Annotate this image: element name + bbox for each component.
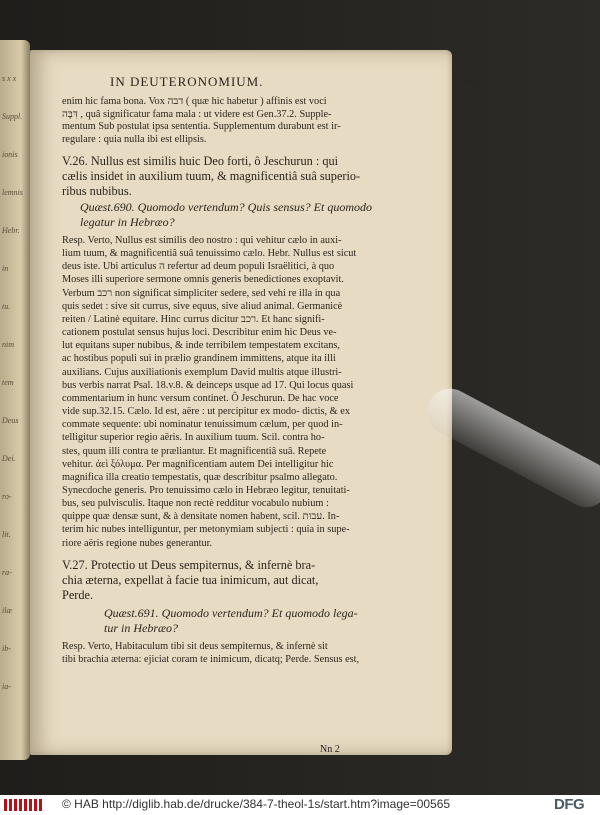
text-line: Quæst.690. Quomodo vertendum? Quis sensus? Et quomodo bbox=[80, 200, 372, 214]
text-line: Verbum רכב non significat simpliciter sedere, sed vehi re illa in qua bbox=[62, 287, 341, 299]
text-line: quippe quæ densæ sunt, & à densitate nomen habent, scil. עבות. In- bbox=[62, 511, 340, 523]
previous-page-fragment: Deus bbox=[2, 416, 19, 425]
previous-page-fragment: tem bbox=[2, 378, 14, 387]
text-line: bus, seu pulvisculis. Itaque non rectè redditur vocabulo nubium : bbox=[62, 498, 329, 510]
text-line: lium tuum, & magnificentiâ suâ tenuissimo cælo. Hebr. Nullus est sicut bbox=[62, 248, 357, 260]
text-line: terim hic nubes intelliguntur, per metonymiam subjecti : quia in supe- bbox=[62, 524, 350, 536]
signature-mark: Nn 2 bbox=[320, 744, 340, 755]
question-690 bbox=[80, 200, 450, 230]
text-line: Quæst.691. Quomodo vertendum? Et quomodo lega- bbox=[104, 606, 358, 620]
hab-logo-icon bbox=[4, 799, 42, 811]
previous-page-fragment: ionis bbox=[2, 150, 18, 159]
text-line: V.26. Nullus est similis huic Deo forti, ô Jeschurun : qui bbox=[62, 154, 339, 168]
text-line: cationem postulat sensus hujus loci. Describitur enim hic Deus ve- bbox=[62, 327, 337, 339]
previous-page-fragment: ra- bbox=[2, 568, 12, 577]
previous-page-fragment: Dei. bbox=[2, 454, 16, 463]
previous-page-fragment: s x x bbox=[2, 74, 17, 83]
previous-page-fragment: lit. bbox=[2, 530, 11, 539]
text-line: telligitur superior regio aëris. In auxilium tuum. Scil. contra ho- bbox=[62, 432, 325, 444]
previous-page-fragment: ib- bbox=[2, 644, 11, 653]
running-head bbox=[110, 76, 480, 89]
text-line: quis sedet : sive sit currus, sive equus, sive aliud animal. Germanicè bbox=[62, 300, 343, 312]
text-line: lut equitans super nubibus, & inde terribilem tempestatem excitans, bbox=[62, 340, 340, 352]
text-line: Resp. Verto, Habitaculum tibi sit deus sempiternus, & infernè sit bbox=[62, 641, 328, 652]
question-691 bbox=[104, 606, 474, 636]
answer-690 bbox=[62, 234, 432, 550]
text-line: enim hic fama bona. Vox דבה ( quæ hic habetur ) affinis est voci bbox=[62, 96, 327, 107]
text-line: Moses illi superiore sermone omnis generis benedictiones exoptavit. bbox=[62, 274, 344, 286]
page-number: 563 bbox=[460, 74, 480, 89]
text-line: vide sup.32.15. Cælo. Id est, aëre : ut percipitur ex modo- dictis, & ex bbox=[62, 406, 350, 418]
previous-page-fragment: ilæ bbox=[2, 606, 12, 615]
text-line: riore aëris regione nubes generantur. bbox=[62, 537, 213, 549]
text-line: mentum Sub postulat ipsa sententia. Supplementum durabunt est ir- bbox=[62, 121, 341, 132]
previous-page-fragment: Hebr. bbox=[2, 226, 20, 235]
previous-page-fragment: tu. bbox=[2, 302, 11, 311]
previous-page-fragment: Suppl. bbox=[2, 112, 23, 121]
running-title: IN DEUTERONOMIUM. bbox=[110, 74, 264, 89]
text-line: cælis insidet in auxilium tuum, & magnificentiâ suâ superio- bbox=[62, 169, 361, 183]
previous-page-fragment: lemnis bbox=[2, 188, 23, 197]
text-line: Synecdoche generis. Pro tenuissimo cælo in Hebræo legitur, tenuitati- bbox=[62, 484, 350, 496]
dfg-logo: DFG bbox=[554, 796, 585, 813]
text-line: chia æterna, expellat à facie tua inimicum, aut dicat, bbox=[62, 573, 319, 587]
text-line: auxilians. Cujus auxiliationis exemplum David multis atque illustri- bbox=[62, 366, 342, 378]
verse-27 bbox=[62, 558, 432, 603]
text-line: V.27. Protectio ut Deus sempiternus, & infernè bra- bbox=[62, 558, 316, 572]
text-line: reiten / Latinè equitare. Hinc currus dicitur רכב. Et hanc signifi- bbox=[62, 313, 325, 325]
book-page bbox=[30, 50, 480, 755]
answer-691 bbox=[62, 640, 432, 666]
footer-bar bbox=[0, 795, 600, 815]
previous-page-fragment: nim bbox=[2, 340, 14, 349]
previous-page-fragment: ro- bbox=[2, 492, 12, 501]
previous-page-fragment: ia- bbox=[2, 682, 11, 691]
previous-page-fragment: in bbox=[2, 264, 9, 273]
text-line: stes, quum illi contra te præliantur. Et magnificentiâ suâ. Repete bbox=[62, 445, 327, 457]
text-line: commate sequente: ubi nominatur tenuissimum cælum, per quod in- bbox=[62, 419, 343, 431]
text-line: Resp. Verto, Nullus est similis deo nostro : qui vehitur cælo in auxi- bbox=[62, 235, 342, 246]
previous-page-edge bbox=[0, 40, 30, 760]
text-line: legatur in Hebræo? bbox=[80, 215, 175, 229]
verse-26 bbox=[62, 154, 432, 199]
text-line: Perde. bbox=[62, 588, 94, 602]
text-line: tur in Hebræo? bbox=[104, 621, 179, 635]
text-line: magnifica illa creatio tempestatis, quæ describitur psalmo allegato. bbox=[62, 471, 338, 483]
copyright-url[interactable]: © HAB http://diglib.hab.de/drucke/384-7-theol-1s/start.htm?image=00565 bbox=[62, 797, 451, 811]
text-line: tibi brachia æterna: ejiciat coram te inimicum, dicatq; Perde. Sensus est, bbox=[62, 654, 360, 665]
text-line: regulare : quia nulla ibi est ellipsis. bbox=[62, 133, 207, 145]
text-line: commentarium in hunc versum continet. Ô Jeschurun. De hac voce bbox=[62, 392, 339, 404]
intro-paragraph bbox=[62, 96, 432, 146]
text-line: ac hostibus populi sui in prælio grandinem immittens, atque ita illi bbox=[62, 353, 336, 365]
text-line: ribus nubibus. bbox=[62, 184, 132, 198]
text-line: deus iste. Ubi articulus ה refertur ad deum populi Israëlitici, à quo bbox=[62, 261, 335, 273]
text-line: דִּבָּה , quâ significatur fama mala : ut videre est Gen.37.2. Supple- bbox=[62, 108, 332, 120]
text-line: vehitur. ἀεὶ ξόλυμα. Per magnificentiam autem Dei intelligitur hic bbox=[62, 458, 334, 470]
text-line: bus verbis narrat Psal. 18.v.8. & deinceps usque ad 17. Qui locus quasi bbox=[62, 379, 354, 391]
